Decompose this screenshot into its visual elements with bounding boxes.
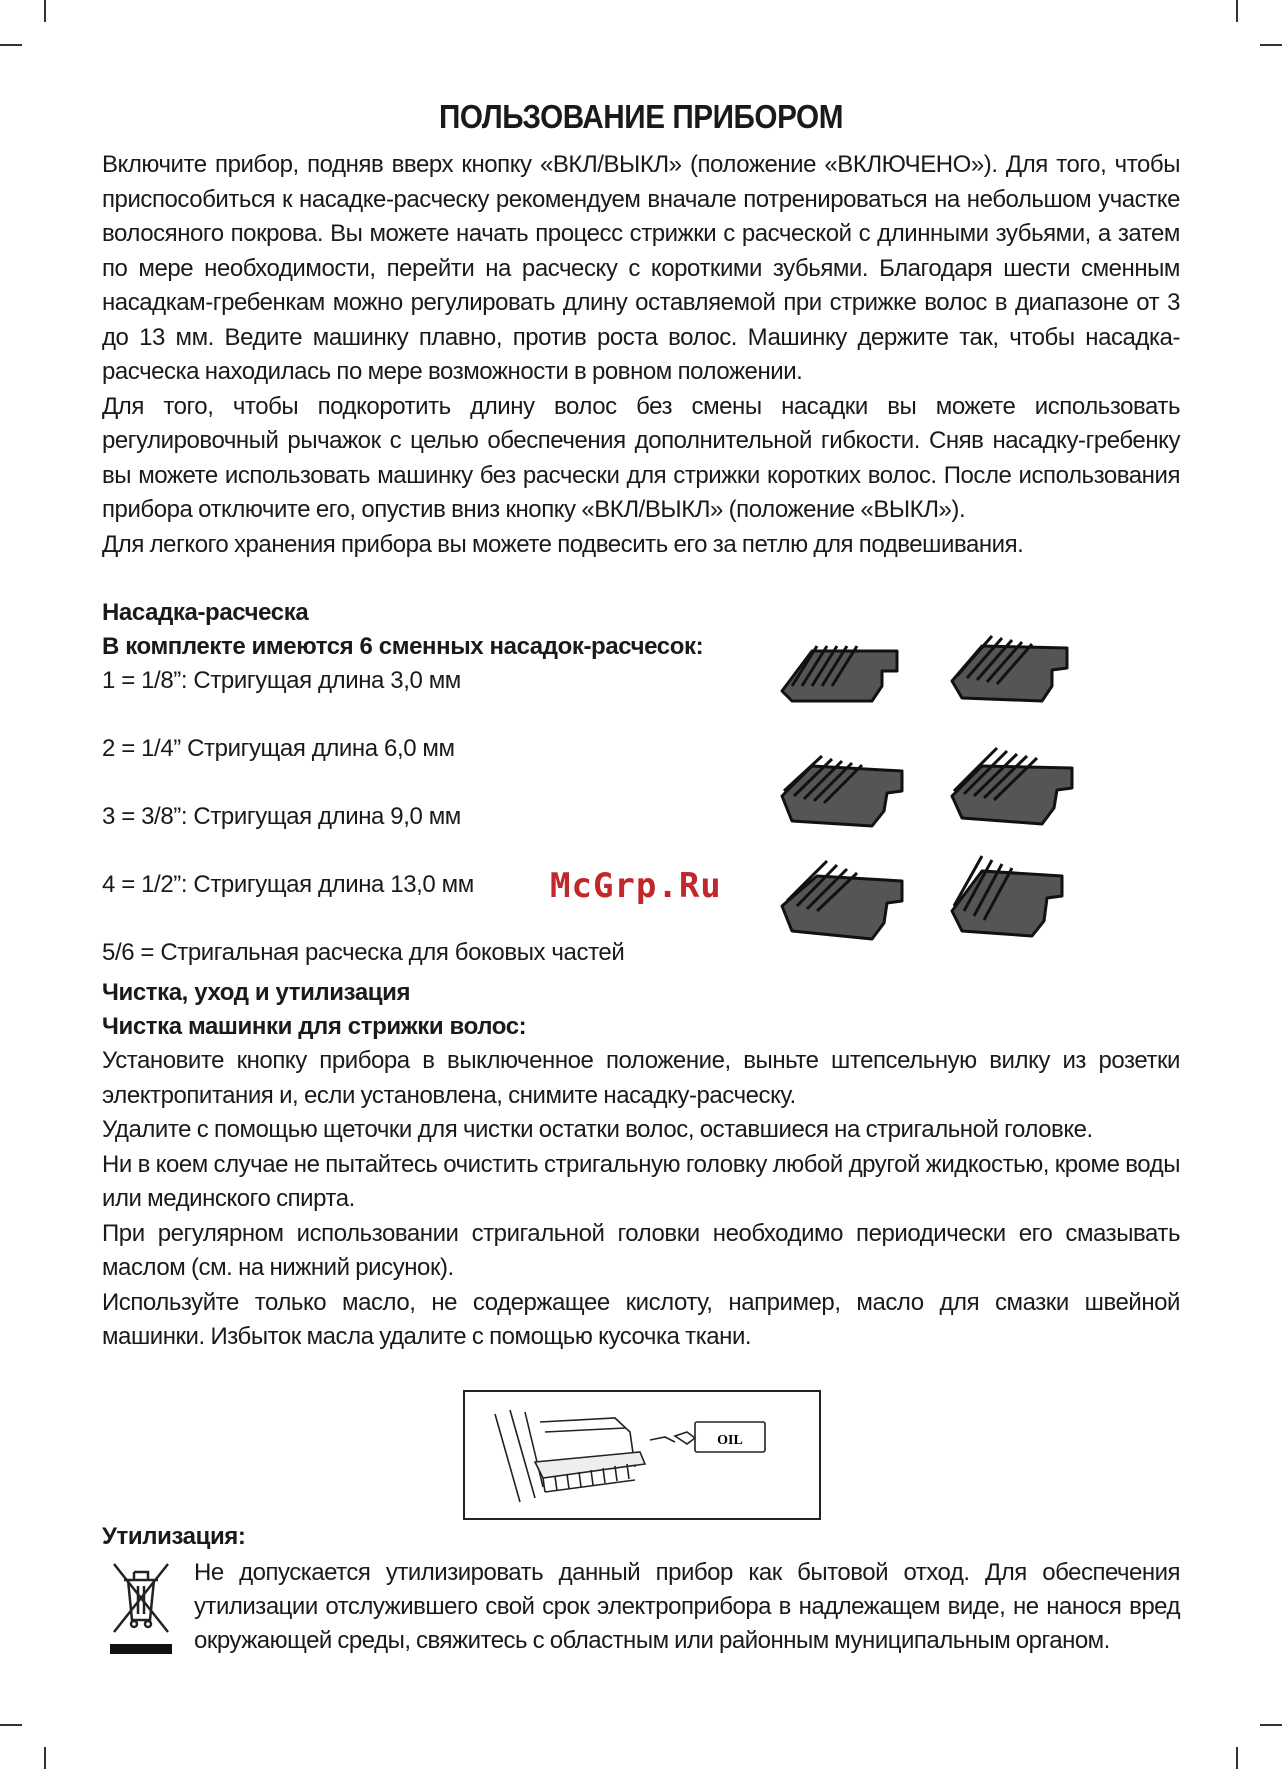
oil-illustration: [463, 1390, 821, 1520]
usage-paragraph: Для легкого хранения прибора вы можете подвесить его за петлю для подвешивания.: [102, 530, 1024, 558]
usage-paragraph: Для того, чтобы подкоротить длину волос без смены насадки вы можете использовать регулировочный рычажок с целью обеспечения дополнительной гибкости. Сняв насадку-гребенку вы можете использовать машинку без расчески для стрижки коротких волос. После использования прибора отключите его, опустив вниз кнопку «ВКЛ/ВЫКЛ» (положение «ВЫКЛ»).: [102, 392, 1180, 523]
crop-mark: [0, 1724, 22, 1726]
comb-attachment-icon: [772, 741, 912, 841]
crossed-bin-icon: [108, 1558, 174, 1660]
cleaning-paragraph: При регулярном использовании стригальной головки необходимо периодически его смазывать маслом (см. на нижний рисунок).: [102, 1219, 1180, 1281]
cleaning-paragraph: Удалите с помощью щеточки для чистки остатки волос, оставшиеся на стригальной головке.: [102, 1116, 1093, 1143]
cleaning-paragraph: Ни в коем случае не пытайтесь очистить стригальную головку любой другой жидкостью, кроме воды или мединского спирта.: [102, 1150, 1180, 1212]
cleaning-heading: Чистка, уход и утилизация: [102, 979, 411, 1006]
cleaning-paragraph: Используйте только масло, не содержащее кислоту, например, масло для смазки швейной машинки. Избыток масла удалите с помощью кусочка ткани.: [102, 1288, 1180, 1350]
watermark: McGrp.Ru: [550, 866, 722, 906]
comb-item: 4 = 1/2”: Стригущая длина 13,0 мм: [102, 871, 474, 898]
crop-mark: [1236, 0, 1238, 22]
crop-mark: [1260, 1724, 1282, 1726]
comb-item: 1 = 1/8”: Стригущая длина 3,0 мм: [102, 667, 461, 694]
crop-mark: [44, 1747, 46, 1769]
comb-item: 5/6 = Стригальная расческа для боковых частей: [102, 939, 625, 966]
crop-mark: [1236, 1747, 1238, 1769]
disposal-text: Не допускается утилизировать данный прибор как бытовой отход. Для обеспечения утилизации отслужившего свой срок электроприбора в надлежащем виде, не нанося вред окружающей среды, свяжитесь с областным или районным муниципальным органом.: [194, 1559, 1180, 1654]
comb-attachment-icon: [942, 736, 1082, 836]
usage-paragraph: Включите прибор, подняв вверх кнопку «ВКЛ/ВЫКЛ» (положение «ВКЛЮЧЕНО»). Для того, чтобы приспособиться к насадке-расческу рекомендуем вначале потренироваться на небольшом участке волосяного покрова. Вы можете начать процесс стрижки с расческой с длинными зубьями, а затем по мере необходимости, перейти на расческу с короткими зубьями. Благодаря шести сменным насадкам-гребенкам можно регулировать длину оставляемой при стрижке волос в диапазоне от 3 до 13 мм. Ведите машинку плавно, против роста волос. Машинку держите так, чтобы насадка-расческа находилась по мере возможности в ровном положении.: [102, 151, 1180, 385]
cleaning-paragraph: Установите кнопку прибора в выключенное положение, выньте штепсельную вилку из розетки электропитания и, если установлена, снимите насадку-расческу.: [102, 1047, 1180, 1109]
usage-instructions: [102, 148, 1180, 562]
page-title: ПОЛЬЗОВАНИЕ ПРИБОРОМ: [439, 98, 843, 135]
comb-item: 3 = 3/8”: Стригущая длина 9,0 мм: [102, 803, 461, 830]
comb-subheading: В комплекте имеются 6 сменных насадок-расчесок:: [102, 633, 704, 660]
comb-attachment-icon: [772, 626, 912, 726]
oil-label: OIL: [717, 1433, 743, 1448]
page-content: [102, 98, 1180, 1355]
comb-section: [102, 596, 1180, 976]
crop-mark: [1260, 44, 1282, 46]
comb-heading: Насадка-расческа: [102, 599, 309, 626]
disposal-section: [102, 1520, 1180, 1658]
cleaning-subheading: Чистка машинки для стрижки волос:: [102, 1013, 527, 1040]
crop-mark: [0, 44, 22, 46]
oiling-diagram-icon: [465, 1392, 819, 1518]
cleaning-instructions: [102, 1044, 1180, 1355]
disposal-heading: Утилизация:: [102, 1523, 246, 1550]
comb-item: 2 = 1/4” Стригущая длина 6,0 мм: [102, 735, 455, 762]
comb-attachments-illustration: [762, 626, 1202, 986]
comb-attachment-icon: [772, 851, 912, 951]
comb-attachment-icon: [942, 626, 1082, 726]
comb-attachment-icon: [942, 846, 1082, 946]
crop-mark: [44, 0, 46, 22]
